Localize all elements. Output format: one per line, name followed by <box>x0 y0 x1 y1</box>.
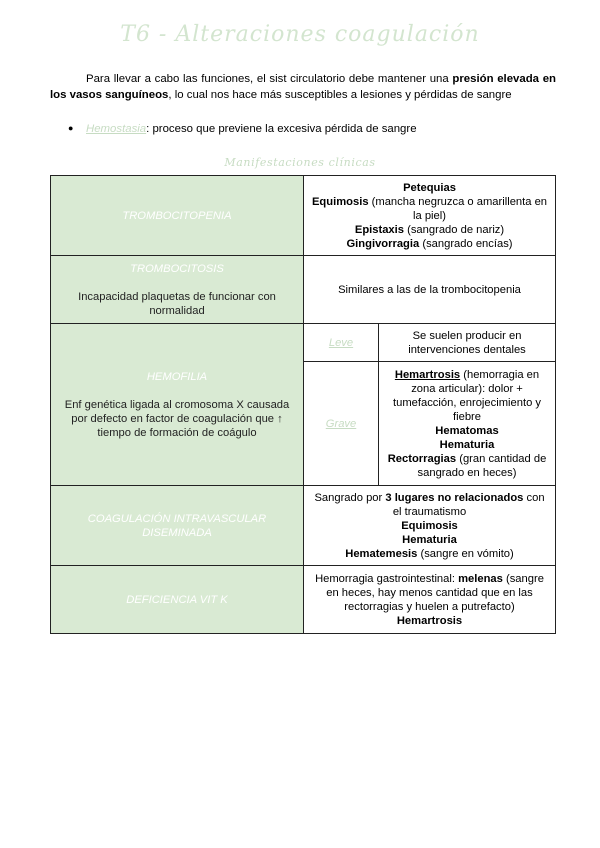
manifestations-cell: Se suelen producir en intervenciones dentales <box>379 324 556 362</box>
intro-emphasis: presión elevada en los vasos sanguíneos <box>50 73 556 101</box>
hemostasia-term: Hemostasia <box>86 123 147 135</box>
table-row-trombocitopenia <box>51 176 556 256</box>
row-name-cell <box>51 486 304 566</box>
disease-description: Incapacidad plaquetas de funcionar con normalidad <box>78 290 276 317</box>
row-name-cell <box>51 324 304 486</box>
page-title: T6 - Alteraciones coagulación <box>120 22 480 47</box>
disease-name: COAGULACIÓN INTRAVASCULAR DISEMINADA <box>87 512 267 539</box>
table-row-cid <box>51 486 556 566</box>
disease-name: DEFICIENCIA VIT K <box>126 593 228 606</box>
disease-description: Enf genética ligada al cromosoma X causada por defecto en factor de coagulación que ↑ tiempo de formación de coágulo <box>64 398 290 439</box>
manifestations-cell: Hemartrosis (hemorragia en zona articular): dolor + tumefacción, enrojecimiento y fiebre Hematomas Hematuria Rectorragias (gran cantidad de sangrado en heces) <box>379 362 556 486</box>
disease-name: HEMOFILIA <box>146 370 208 383</box>
severity-grave: Grave <box>304 362 379 486</box>
row-name-cell <box>51 566 304 634</box>
bullet-item-hemostasia: ● Hemostasia: proceso que previene la excesiva pérdida de sangre <box>68 120 417 137</box>
table-row-vitk <box>51 566 556 634</box>
table-row-trombocitosis <box>51 256 556 324</box>
bullet-icon: ● <box>68 123 74 133</box>
manifestations-cell: Sangrado por 3 lugares no relacionados con el traumatismo Equimosis Hematuria Hematemesis (sangre en vómito) <box>304 486 556 566</box>
row-name-cell <box>51 256 304 324</box>
intro-paragraph: Para llevar a cabo las funciones, el sist circulatorio debe mantener una presión elevada en los vasos sanguíneos, lo cual nos hace más susceptibles a lesiones y pérdidas de sangre <box>50 73 556 101</box>
disease-name: TROMBOCITOPENIA <box>122 209 232 222</box>
manifestations-cell: Hemorragia gastrointestinal: melenas (sangre en heces, hay menos cantidad que en las rectorragias y huelen a putrefacto) Hemartrosis <box>304 566 556 634</box>
manifestations-table <box>50 175 556 634</box>
row-name-cell <box>51 176 304 256</box>
manifestations-cell: Similares a las de la trombocitopenia <box>304 256 556 324</box>
disease-name: TROMBOCITOSIS <box>130 262 224 275</box>
table-row-hemofilia-leve <box>51 324 556 362</box>
manifestations-cell: Petequias Equimosis (mancha negruzca o amarillenta en la piel) Epistaxis (sangrado de nariz) Gingivorragia (sangrado encías) <box>304 176 556 256</box>
section-subtitle: Manifestaciones clínicas <box>224 156 376 169</box>
severity-leve: Leve <box>304 324 379 362</box>
